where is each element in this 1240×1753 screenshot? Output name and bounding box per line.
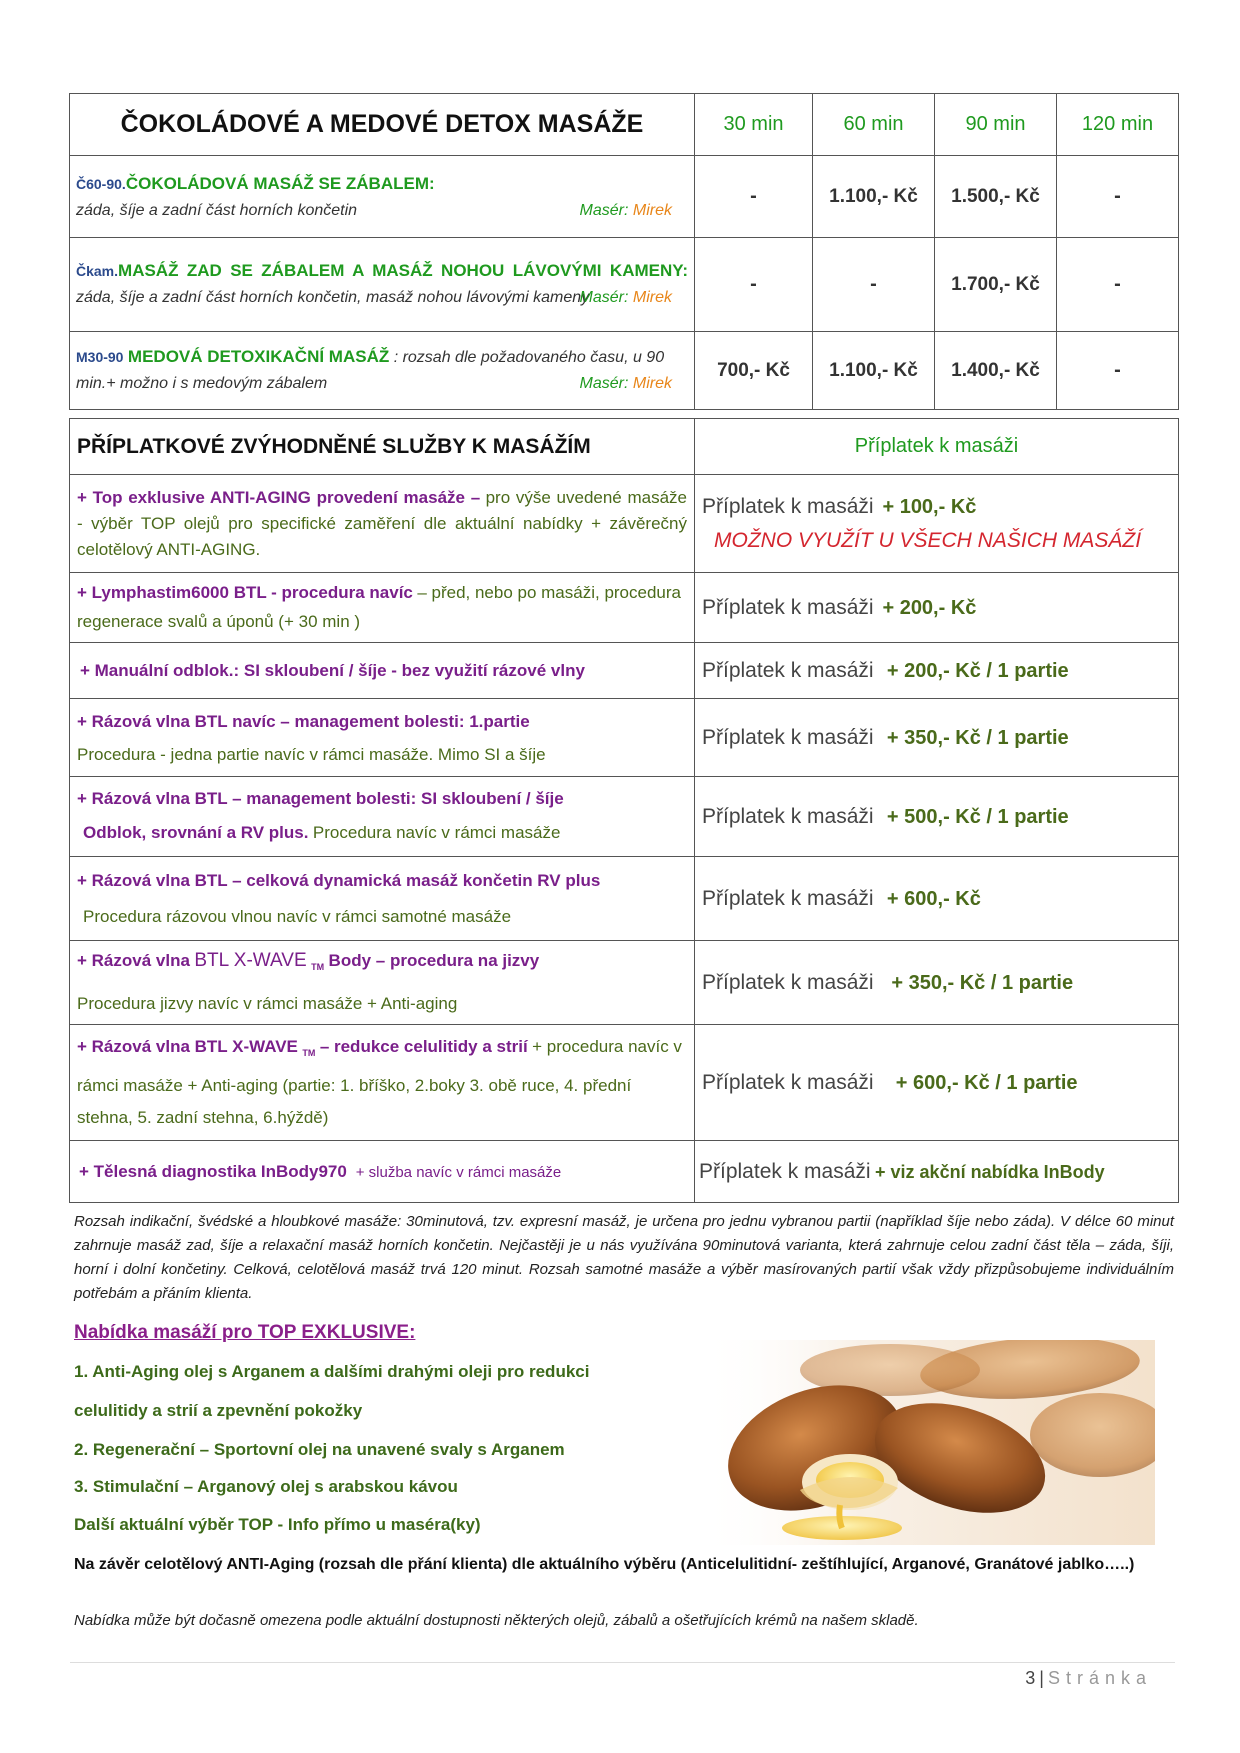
surcharge-label: Příplatek k masáži (702, 804, 874, 828)
surcharge-value: + 350,- Kč / 1 partie (891, 971, 1074, 994)
price-cell: 1.100,- Kč (813, 332, 935, 410)
surcharge-label: Příplatek k masáži (702, 595, 874, 619)
service-desc: – před, nebo po masáži, procedura regenerace svalů a úponů (+ 30 min ) (77, 582, 681, 631)
service-cell (70, 573, 695, 643)
offer-item: Další aktuální výběr TOP - Info přímo u maséra(ky) (74, 1515, 481, 1534)
surcharge-label: Příplatek k masáži (702, 1070, 874, 1094)
surcharge-label: Příplatek k masáži (702, 886, 874, 910)
surcharge-cell (695, 475, 1179, 573)
price-cell: - (1057, 332, 1179, 410)
service-desc: záda, šíje a zadní část horních končetin (76, 201, 358, 219)
table-row (70, 699, 1179, 777)
surcharge-note: MOŽNO VYUŽÍT U VŠECH NAŠICH MASÁŽÍ (714, 528, 1142, 552)
service-name: + Manuální odblok.: SI skloubení / šíje - bez využití rázové vlny (80, 660, 585, 680)
service-desc: Procedura jizvy navíc v rámci masáže + Anti-aging (77, 993, 458, 1013)
table-row (70, 156, 1179, 238)
price-cell: 1.100,- Kč (813, 156, 935, 238)
page-footer (1025, 1668, 1152, 1689)
service-name-2: Odblok, srovnání a RV plus. (83, 823, 309, 842)
surcharge-services-table (69, 418, 1179, 1203)
service-name: + Rázová vlna (77, 951, 190, 971)
surcharge-cell (695, 777, 1179, 857)
table-row (70, 777, 1179, 857)
service-name: + Rázová vlna BTL X-WAVE (77, 1037, 298, 1057)
service-cell (70, 941, 695, 1025)
surcharge-cell (695, 699, 1179, 777)
final-anti-aging-text: Na závěr celotělový ANTI-Aging (rozsah dle přání klienta) dle aktuálního výběru (Anticelulitidní- zeštíhlující, Arganové, Granátové jablko…..) (74, 1556, 1135, 1573)
offer-item: 2. Regenerační – Sportovní olej na unavené svaly s Arganem (74, 1440, 565, 1459)
table-row (70, 332, 1179, 410)
table-row (70, 573, 1179, 643)
offer-item: celulitidy a strií a zpevnění pokožky (74, 1401, 363, 1420)
service-name: + Lymphastim6000 BTL - procedura navíc (77, 582, 413, 602)
surcharge-label: Příplatek k masáži (702, 970, 874, 994)
price-cell: 1.500,- Kč (935, 156, 1057, 238)
surcharge-value: + 200,- Kč (882, 596, 977, 619)
service-cell (70, 777, 695, 857)
masseur-name: Mirek (632, 201, 672, 219)
footer-separator: | (1039, 1668, 1044, 1688)
service-name: + Rázová vlna BTL navíc – management bolesti: 1.partie (77, 711, 530, 731)
surcharge-cell (695, 1025, 1179, 1141)
table-row (70, 1025, 1179, 1141)
page-word: Stránka (1047, 1668, 1152, 1688)
surcharge-cell (695, 941, 1179, 1025)
service-cell (70, 857, 695, 941)
price-cell: 1.400,- Kč (935, 332, 1057, 410)
service-desc: + služba navíc v rámci masáže (355, 1163, 562, 1181)
price-cell: 1.700,- Kč (935, 238, 1057, 332)
duration-120: 120 min (1057, 94, 1179, 156)
service-code: Č60-90. (76, 175, 126, 192)
price-cell: - (695, 238, 813, 332)
surcharge-label: Příplatek k masáži (702, 658, 874, 682)
price-cell: - (1057, 238, 1179, 332)
masseur-name: Mirek (632, 289, 672, 306)
service-name: + Rázová vlna BTL – celková dynamická masáž končetin RV plus (77, 870, 601, 890)
surcharge-value: + 600,- Kč (886, 887, 981, 910)
surcharge-cell (695, 573, 1179, 643)
service-code: M30-90 (76, 349, 124, 365)
surcharge-cell (695, 643, 1179, 699)
surcharge-value: + 350,- Kč / 1 partie (886, 726, 1069, 749)
trademark-mark: TM (311, 962, 325, 973)
surcharge-cell (695, 857, 1179, 941)
table-row (70, 643, 1179, 699)
surcharge-header: Příplatek k masáži (695, 419, 1179, 475)
surcharge-value: + 200,- Kč / 1 partie (886, 659, 1069, 682)
service-name: MEDOVÁ DETOXIKAČNÍ MASÁŽ (127, 347, 390, 366)
service-name: ČOKOLÁDOVÁ MASÁŽ SE ZÁBALEM: (125, 173, 435, 193)
service-desc: Procedura - jedna partie navíc v rámci masáže. Mimo SI a šíje (77, 744, 546, 764)
surcharge-value: + 600,- Kč / 1 partie (895, 1071, 1078, 1094)
duration-30: 30 min (695, 94, 813, 156)
surcharge-cell (695, 1141, 1179, 1203)
service-cell (70, 1141, 695, 1203)
masseur-label: Masér: (579, 289, 629, 306)
service-code: Čkam. (76, 263, 119, 279)
service-cell (70, 699, 695, 777)
service-cell (70, 475, 695, 573)
table-header-row (70, 94, 1179, 156)
price-cell: - (1057, 156, 1179, 238)
masseur-label: Masér: (579, 375, 629, 392)
service-cell (70, 238, 695, 332)
footer-divider (70, 1662, 1175, 1663)
service-name: + Tělesná diagnostika InBody970 (79, 1161, 347, 1181)
table-title: PŘÍPLATKOVÉ ZVÝHODNĚNÉ SLUŽBY K MASÁŽÍM (70, 419, 695, 475)
massage-scope-note: Rozsah indikační, švédské a hloubkové masáže: 30minutová, tzv. expresní masáž, je určena pro jednu vybranou partii (například šíje nebo záda). V délce 60 minut zahrnuje masáž zad, šíje a relaxační masáž horních končetin. Nejčastěji je u nás využívána 90minutová varianta, která zahrnuje celou zadní část těla – záda, šíji, horní i dolní končetiny. Celková, celotělová masáž trvá 120 minut. Rozsah samotné masáže a výběr masírovaných partií však vždy přizpůsobujeme individuálním potřebám a přáním klienta. (74, 1213, 1174, 1302)
table-row (70, 941, 1179, 1025)
service-cell (70, 1025, 695, 1141)
surcharge-value: + viz akční nabídka InBody (875, 1161, 1105, 1182)
detox-massage-table (69, 93, 1179, 410)
offer-title: Nabídka masáží pro TOP EXKLUSIVE: (74, 1322, 416, 1343)
table-header-row (70, 419, 1179, 475)
service-name-rest: – redukce celulitidy a strií (319, 1037, 528, 1057)
surcharge-label: Příplatek k masáži (699, 1159, 871, 1183)
duration-90: 90 min (935, 94, 1057, 156)
price-cell: - (695, 156, 813, 238)
service-desc: : rozsah dle požadovaného času, u 90 min.+ možno i s medovým zábalem (76, 349, 665, 392)
table-row (70, 857, 1179, 941)
service-desc: + procedura navíc v rámci masáže + Anti-aging (partie: 1. bříško, 2.boky 3. obě ruce, 4. přední stehna, 5. zadní stehna, 6.hýždě) (77, 1037, 682, 1127)
availability-disclaimer: Nabídka může být dočasně omezena podle aktuální dostupnosti některých olejů, zábalů a ošetřujících krémů na našem skladě. (74, 1612, 919, 1629)
service-name: + Top exklusive ANTI-AGING provedení masáže – (77, 487, 481, 507)
surcharge-label: Příplatek k masáži (702, 725, 874, 749)
service-name: + Rázová vlna BTL – management bolesti: SI skloubení / šíje (77, 789, 564, 808)
service-cell (70, 643, 695, 699)
service-cell (70, 332, 695, 410)
surcharge-label: Příplatek k masáži (702, 494, 874, 518)
masseur-label: Masér: (579, 201, 629, 219)
service-name-rest: Body – procedura na jizvy (328, 951, 540, 971)
table-row (70, 238, 1179, 332)
offer-item: 1. Anti-Aging olej s Arganem a dalšími drahými oleji pro redukci (74, 1362, 590, 1381)
argan-nuts-image (700, 1340, 1155, 1545)
page-number: 3 (1025, 1668, 1036, 1688)
service-cell (70, 156, 695, 238)
service-desc: pro výše uvedené masáže - výběr TOP olejů pro specifické zaměření dle aktuální nabídky + závěrečný celotělový ANTI-AGING. (77, 487, 687, 559)
table-row (70, 475, 1179, 573)
surcharge-value: + 500,- Kč / 1 partie (886, 805, 1069, 828)
trademark-mark: TM (302, 1048, 316, 1059)
price-cell: 700,- Kč (695, 332, 813, 410)
service-desc: Procedura rázovou vlnou navíc v rámci samotné masáže (83, 906, 512, 926)
service-name-brand: BTL X-WAVE (194, 950, 307, 972)
price-cell: - (813, 238, 935, 332)
table-title: ČOKOLÁDOVÉ A MEDOVÉ DETOX MASÁŽE (70, 94, 695, 156)
duration-60: 60 min (813, 94, 935, 156)
service-name: MASÁŽ ZAD SE ZÁBALEM A MASÁŽ NOHOU LÁVOVÝMI KAMENY: (118, 261, 688, 280)
masseur-name: Mirek (632, 375, 672, 392)
offer-item: 3. Stimulační – Arganový olej s arabskou kávou (74, 1477, 458, 1496)
service-desc: záda, šíje a zadní část horních končetin, masáž nohou lávovými kameny (76, 289, 590, 306)
surcharge-value: + 100,- Kč (882, 495, 977, 518)
table-row (70, 1141, 1179, 1203)
service-desc: Procedura navíc v rámci masáže (312, 823, 561, 842)
